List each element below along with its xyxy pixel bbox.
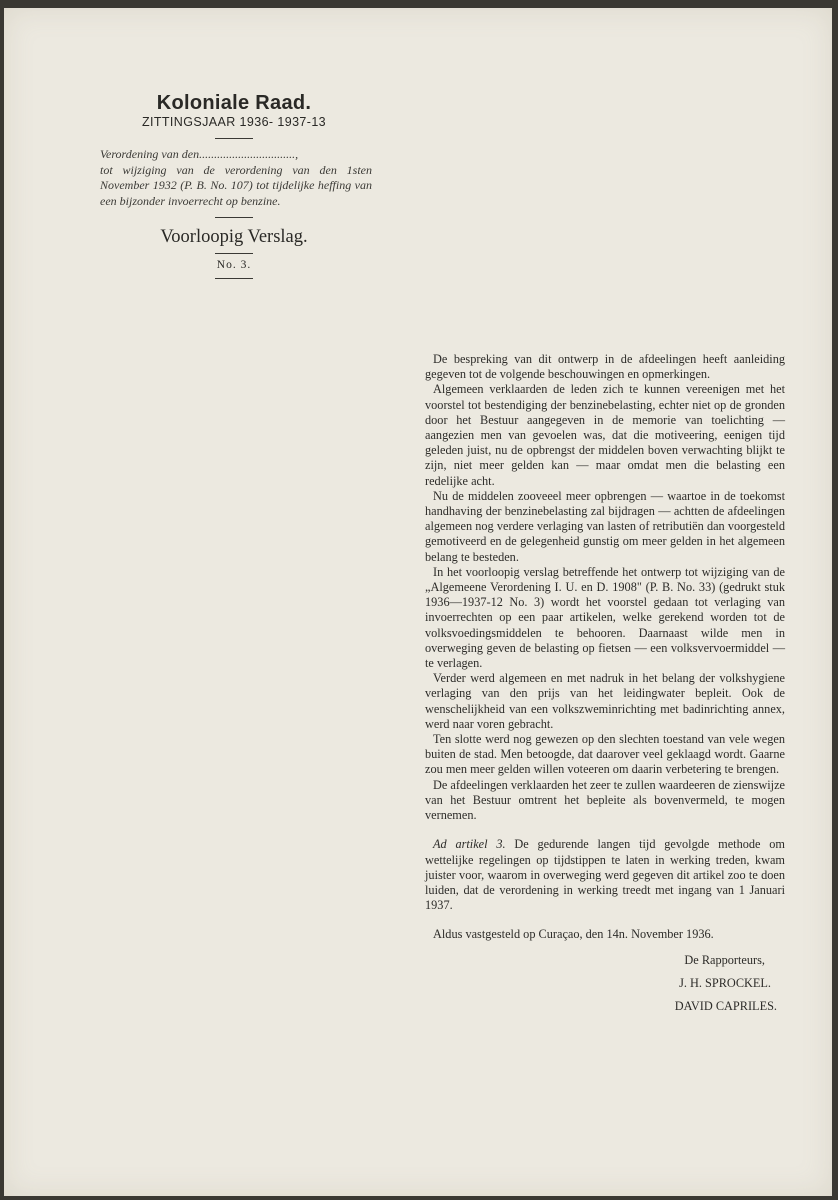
paragraph: Algemeen verklaarden de leden zich te kunnen vereenigen met het voorstel tot bestendiging der benzinebelasting, echter niet op de gronden door het Bestuur aangegeven in de memorie van toelichting — aangezien men van gevoelen was, dat die motiveering, eenigen tijd geleden juist, nu de opbrengst der middelen boven verwachting blijkt te zijn, niet meer gelden kan — maar omdat men die belasting een redelijke acht. [425, 382, 785, 488]
report-body [425, 352, 785, 1014]
rapporteurs-heading: De Rapporteurs, [684, 952, 765, 967]
paragraph: De bespreking van dit ontwerp in de afdeelingen heeft aanleiding gegeven tot de volgende beschouwingen en opmerkingen. [425, 352, 785, 382]
paragraph: In het voorloopig verslag betreffende het ontwerp tot wijziging van de „Algemeene Verordening I. U. en D. 1908" (P. B. No. 33) (gedrukt stuk 1936—1937-12 No. 3) wordt het voorstel gedaan tot verlaging van invoerrechten op een paar artikelen, welke gerekend worden tot de volksvoedingsmiddelen te behooren. Daarnaast wilde men in overweging geven de belasting op fietsen — een volksvervoermiddel — te verlagen. [425, 564, 785, 671]
closing-statement: Aldus vastgesteld op Curaçao, den 14n. November 1936. [433, 927, 714, 942]
divider [215, 253, 253, 254]
divider [215, 138, 253, 139]
ordinance-line-1: Verordening van den................................, [100, 147, 299, 161]
document-page [4, 8, 832, 1196]
divider [215, 217, 253, 218]
ordinance-description: tot wijziging van de verordening van den 1sten November 1932 (P. B. No. 107) tot tijdelijke heffing van een bijzonder invoerrecht op benzine. [100, 162, 372, 208]
council-title: Koloniale Raad. [156, 92, 312, 114]
document-type: Voorloopig Verslag. [160, 227, 308, 247]
article-label: Ad artikel 3. [433, 837, 506, 852]
signature-name-2: DAVID CAPRILES. [674, 998, 777, 1013]
document-number: No. 3. [216, 259, 252, 271]
paragraph: Verder werd algemeen en met nadruk in het belang der volkshygiene verlaging van den prijs van het leidingwater bepleit. Ook de wenschelijkheid van een volkszweminrichting met badinrichting annex, werd naar voren gebracht. [425, 671, 785, 731]
paragraph: Ten slotte werd nog gewezen op den slechten toestand van vele wegen buiten de stad. Men betoogde, dat daarover veel geklaagd wordt. Gaarne zou men meer gelden willen voteeren om daarin verbetering te brengen. [425, 732, 785, 777]
article-paragraph [425, 837, 785, 913]
signature-name-1: J. H. SPROCKEL. [679, 975, 771, 990]
paragraph: Nu de middelen zooveeel meer opbrengen — waartoe in de toekomst handhaving der benzinebelasting zal bijdragen — achtten de afdeelingen algemeen nog verdere verlaging van lasten of retributiën dan voorgesteld gemotiveerd en de gelegenheid gunstig om meer gelden in het algemeen belang te besteden. [425, 488, 785, 564]
paragraph: De afdeelingen verklaarden het zeer te zullen waardeeren de zienswijze van het Bestuur omtrent het bepleite als bovenvermeld, te mogen vernemen. [425, 777, 785, 823]
document-header [96, 92, 372, 284]
article-text: De gedurende langen tijd gevolgde methode om wettelijke regelingen op tijdstippen te laten in werking treden, kwam juister voor, waarom in overweging werd gegeven dit artikel zoo te doen luiden, dat de verordening in werking treedt met ingang van 1 Januari 1937. [425, 837, 785, 913]
divider [215, 278, 253, 279]
ordinance-title [100, 147, 372, 209]
session-year: ZITTINGSJAAR 1936- 1937-13 [141, 115, 327, 129]
